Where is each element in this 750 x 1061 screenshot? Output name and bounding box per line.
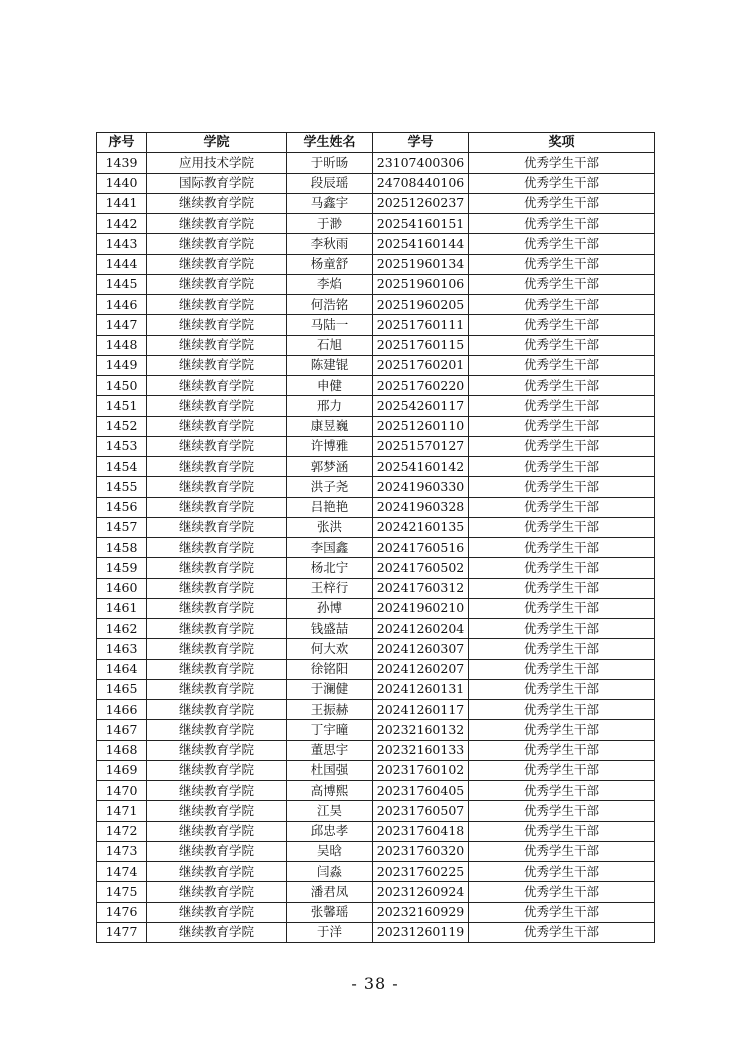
student-id-cell: 20254160151 — [373, 214, 469, 234]
college-cell: 继续教育学院 — [147, 214, 287, 234]
student-name-cell: 孙博 — [287, 598, 373, 618]
serial-no-cell: 1467 — [97, 720, 147, 740]
award-cell: 优秀学生干部 — [469, 355, 655, 375]
college-cell: 继续教育学院 — [147, 416, 287, 436]
award-cell: 优秀学生干部 — [469, 598, 655, 618]
college-cell: 继续教育学院 — [147, 355, 287, 375]
table-row — [97, 862, 655, 882]
table-row — [97, 598, 655, 618]
award-cell: 优秀学生干部 — [469, 517, 655, 537]
student-id-cell: 23107400306 — [373, 153, 469, 173]
college-cell: 继续教育学院 — [147, 295, 287, 315]
student-id-cell: 20251760201 — [373, 355, 469, 375]
table-row — [97, 396, 655, 416]
award-cell: 优秀学生干部 — [469, 477, 655, 497]
student-id-cell: 20232160929 — [373, 902, 469, 922]
college-cell: 继续教育学院 — [147, 376, 287, 396]
serial-no-cell: 1472 — [97, 821, 147, 841]
table-body — [97, 153, 655, 943]
student-name-cell: 石旭 — [287, 335, 373, 355]
college-cell: 继续教育学院 — [147, 760, 287, 780]
college-cell: 继续教育学院 — [147, 558, 287, 578]
table-row — [97, 295, 655, 315]
table-row — [97, 214, 655, 234]
table-row — [97, 659, 655, 679]
header-award: 奖项 — [469, 133, 655, 153]
page-number: - 38 - — [351, 974, 399, 993]
college-cell: 继续教育学院 — [147, 396, 287, 416]
student-id-cell: 20241960210 — [373, 598, 469, 618]
college-cell: 继续教育学院 — [147, 801, 287, 821]
table-row — [97, 639, 655, 659]
student-name-cell: 杨童舒 — [287, 254, 373, 274]
header-student-id: 学号 — [373, 133, 469, 153]
student-id-cell: 20251760111 — [373, 315, 469, 335]
serial-no-cell: 1444 — [97, 254, 147, 274]
student-name-cell: 张馨瑶 — [287, 902, 373, 922]
table-row — [97, 234, 655, 254]
table-row — [97, 841, 655, 861]
college-cell: 继续教育学院 — [147, 902, 287, 922]
serial-no-cell: 1469 — [97, 760, 147, 780]
serial-no-cell: 1452 — [97, 416, 147, 436]
table-row — [97, 619, 655, 639]
student-id-cell: 20241260204 — [373, 619, 469, 639]
serial-no-cell: 1477 — [97, 922, 147, 942]
student-name-cell: 徐铭阳 — [287, 659, 373, 679]
college-cell: 继续教育学院 — [147, 720, 287, 740]
college-cell: 继续教育学院 — [147, 477, 287, 497]
award-cell: 优秀学生干部 — [469, 295, 655, 315]
table-row — [97, 740, 655, 760]
award-cell: 优秀学生干部 — [469, 457, 655, 477]
header-serial-no: 序号 — [97, 133, 147, 153]
award-cell: 优秀学生干部 — [469, 740, 655, 760]
student-id-cell: 20241760502 — [373, 558, 469, 578]
table-row — [97, 801, 655, 821]
student-name-cell: 马陆一 — [287, 315, 373, 335]
college-cell: 继续教育学院 — [147, 781, 287, 801]
award-cell: 优秀学生干部 — [469, 801, 655, 821]
student-id-cell: 20231760102 — [373, 760, 469, 780]
award-cell: 优秀学生干部 — [469, 922, 655, 942]
college-cell: 继续教育学院 — [147, 517, 287, 537]
student-id-cell: 20254160142 — [373, 457, 469, 477]
student-name-cell: 杨北宁 — [287, 558, 373, 578]
serial-no-cell: 1474 — [97, 862, 147, 882]
student-name-cell: 申健 — [287, 376, 373, 396]
table-row — [97, 760, 655, 780]
serial-no-cell: 1441 — [97, 193, 147, 213]
award-cell: 优秀学生干部 — [469, 416, 655, 436]
student-name-cell: 于洋 — [287, 922, 373, 942]
student-name-cell: 董思宇 — [287, 740, 373, 760]
college-cell: 继续教育学院 — [147, 538, 287, 558]
award-cell: 优秀学生干部 — [469, 619, 655, 639]
student-name-cell: 钱盛喆 — [287, 619, 373, 639]
award-cell: 优秀学生干部 — [469, 902, 655, 922]
serial-no-cell: 1471 — [97, 801, 147, 821]
college-cell: 继续教育学院 — [147, 841, 287, 861]
student-name-cell: 邱忠孝 — [287, 821, 373, 841]
student-id-cell: 20254160144 — [373, 234, 469, 254]
award-roster-table — [96, 132, 655, 943]
college-cell: 继续教育学院 — [147, 315, 287, 335]
serial-no-cell: 1448 — [97, 335, 147, 355]
serial-no-cell: 1461 — [97, 598, 147, 618]
award-cell: 优秀学生干部 — [469, 153, 655, 173]
college-cell: 继续教育学院 — [147, 598, 287, 618]
college-cell: 继续教育学院 — [147, 436, 287, 456]
award-cell: 优秀学生干部 — [469, 821, 655, 841]
student-id-cell: 20251760115 — [373, 335, 469, 355]
student-name-cell: 何大欢 — [287, 639, 373, 659]
award-cell: 优秀学生干部 — [469, 882, 655, 902]
student-id-cell: 20251960205 — [373, 295, 469, 315]
serial-no-cell: 1459 — [97, 558, 147, 578]
table-row — [97, 376, 655, 396]
serial-no-cell: 1450 — [97, 376, 147, 396]
award-cell: 优秀学生干部 — [469, 578, 655, 598]
student-name-cell: 王梓行 — [287, 578, 373, 598]
college-cell: 继续教育学院 — [147, 922, 287, 942]
award-cell: 优秀学生干部 — [469, 274, 655, 294]
student-id-cell: 20231760507 — [373, 801, 469, 821]
student-name-cell: 康昱巍 — [287, 416, 373, 436]
student-id-cell: 20241760516 — [373, 538, 469, 558]
table-row — [97, 153, 655, 173]
student-id-cell: 20251260237 — [373, 193, 469, 213]
college-cell: 继续教育学院 — [147, 700, 287, 720]
student-id-cell: 20251570127 — [373, 436, 469, 456]
student-id-cell: 20251760220 — [373, 376, 469, 396]
award-cell: 优秀学生干部 — [469, 720, 655, 740]
table-row — [97, 436, 655, 456]
college-cell: 继续教育学院 — [147, 234, 287, 254]
college-cell: 继续教育学院 — [147, 619, 287, 639]
table-row — [97, 882, 655, 902]
college-cell: 继续教育学院 — [147, 821, 287, 841]
student-name-cell: 李焰 — [287, 274, 373, 294]
student-name-cell: 何浩铭 — [287, 295, 373, 315]
serial-no-cell: 1458 — [97, 538, 147, 558]
student-name-cell: 于昕旸 — [287, 153, 373, 173]
award-cell: 优秀学生干部 — [469, 558, 655, 578]
serial-no-cell: 1475 — [97, 882, 147, 902]
student-id-cell: 20241260207 — [373, 659, 469, 679]
table-row — [97, 477, 655, 497]
award-cell: 优秀学生干部 — [469, 396, 655, 416]
award-cell: 优秀学生干部 — [469, 862, 655, 882]
serial-no-cell: 1454 — [97, 457, 147, 477]
award-cell: 优秀学生干部 — [469, 700, 655, 720]
serial-no-cell: 1447 — [97, 315, 147, 335]
award-cell: 优秀学生干部 — [469, 436, 655, 456]
table-row — [97, 517, 655, 537]
serial-no-cell: 1468 — [97, 740, 147, 760]
student-id-cell: 20241260117 — [373, 700, 469, 720]
college-cell: 继续教育学院 — [147, 335, 287, 355]
table-row — [97, 254, 655, 274]
table-row — [97, 335, 655, 355]
award-cell: 优秀学生干部 — [469, 254, 655, 274]
table-row — [97, 720, 655, 740]
table-row — [97, 538, 655, 558]
serial-no-cell: 1443 — [97, 234, 147, 254]
serial-no-cell: 1455 — [97, 477, 147, 497]
table-row — [97, 781, 655, 801]
student-name-cell: 张洪 — [287, 517, 373, 537]
table-row — [97, 497, 655, 517]
student-name-cell: 江昊 — [287, 801, 373, 821]
table-row — [97, 679, 655, 699]
table-row — [97, 274, 655, 294]
table-row — [97, 315, 655, 335]
serial-no-cell: 1470 — [97, 781, 147, 801]
college-cell: 继续教育学院 — [147, 497, 287, 517]
award-cell: 优秀学生干部 — [469, 193, 655, 213]
award-cell: 优秀学生干部 — [469, 679, 655, 699]
student-name-cell: 吴晗 — [287, 841, 373, 861]
student-id-cell: 20231260924 — [373, 882, 469, 902]
student-id-cell: 20241260131 — [373, 679, 469, 699]
college-cell: 继续教育学院 — [147, 882, 287, 902]
serial-no-cell: 1462 — [97, 619, 147, 639]
table-row — [97, 355, 655, 375]
award-cell: 优秀学生干部 — [469, 335, 655, 355]
student-id-cell: 20241760312 — [373, 578, 469, 598]
award-cell: 优秀学生干部 — [469, 639, 655, 659]
student-name-cell: 郭梦涵 — [287, 457, 373, 477]
college-cell: 继续教育学院 — [147, 862, 287, 882]
college-cell: 应用技术学院 — [147, 153, 287, 173]
student-name-cell: 许博雅 — [287, 436, 373, 456]
student-id-cell: 20232160133 — [373, 740, 469, 760]
student-id-cell: 20231760418 — [373, 821, 469, 841]
student-id-cell: 20231260119 — [373, 922, 469, 942]
award-cell: 优秀学生干部 — [469, 781, 655, 801]
table-row — [97, 193, 655, 213]
table-row — [97, 922, 655, 942]
header-college: 学院 — [147, 133, 287, 153]
award-cell: 优秀学生干部 — [469, 841, 655, 861]
student-id-cell: 20232160132 — [373, 720, 469, 740]
serial-no-cell: 1449 — [97, 355, 147, 375]
award-cell: 优秀学生干部 — [469, 234, 655, 254]
student-name-cell: 李国鑫 — [287, 538, 373, 558]
college-cell: 国际教育学院 — [147, 173, 287, 193]
college-cell: 继续教育学院 — [147, 740, 287, 760]
student-name-cell: 于澜健 — [287, 679, 373, 699]
serial-no-cell: 1476 — [97, 902, 147, 922]
serial-no-cell: 1463 — [97, 639, 147, 659]
college-cell: 继续教育学院 — [147, 639, 287, 659]
student-name-cell: 吕艳艳 — [287, 497, 373, 517]
award-cell: 优秀学生干部 — [469, 538, 655, 558]
award-cell: 优秀学生干部 — [469, 376, 655, 396]
table-row — [97, 457, 655, 477]
table-row — [97, 700, 655, 720]
table-row — [97, 173, 655, 193]
serial-no-cell: 1464 — [97, 659, 147, 679]
table-row — [97, 902, 655, 922]
serial-no-cell: 1460 — [97, 578, 147, 598]
student-id-cell: 20231760320 — [373, 841, 469, 861]
award-cell: 优秀学生干部 — [469, 659, 655, 679]
student-name-cell: 高博熙 — [287, 781, 373, 801]
student-name-cell: 王振赫 — [287, 700, 373, 720]
student-name-cell: 杜国强 — [287, 760, 373, 780]
student-id-cell: 20231760225 — [373, 862, 469, 882]
serial-no-cell: 1451 — [97, 396, 147, 416]
student-id-cell: 24708440106 — [373, 173, 469, 193]
serial-no-cell: 1473 — [97, 841, 147, 861]
table-header-row — [97, 133, 655, 153]
student-id-cell: 20254260117 — [373, 396, 469, 416]
student-id-cell: 20231760405 — [373, 781, 469, 801]
award-cell: 优秀学生干部 — [469, 173, 655, 193]
college-cell: 继续教育学院 — [147, 679, 287, 699]
student-name-cell: 段辰瑶 — [287, 173, 373, 193]
student-name-cell: 李秋雨 — [287, 234, 373, 254]
student-name-cell: 于渺 — [287, 214, 373, 234]
student-name-cell: 邢力 — [287, 396, 373, 416]
student-id-cell: 20241960330 — [373, 477, 469, 497]
award-cell: 优秀学生干部 — [469, 760, 655, 780]
student-id-cell: 20251960106 — [373, 274, 469, 294]
table-row — [97, 821, 655, 841]
serial-no-cell: 1466 — [97, 700, 147, 720]
student-name-cell: 陈建锟 — [287, 355, 373, 375]
college-cell: 继续教育学院 — [147, 578, 287, 598]
student-id-cell: 20241260307 — [373, 639, 469, 659]
college-cell: 继续教育学院 — [147, 254, 287, 274]
table-row — [97, 416, 655, 436]
student-name-cell: 潘君凤 — [287, 882, 373, 902]
serial-no-cell: 1446 — [97, 295, 147, 315]
student-id-cell: 20241960328 — [373, 497, 469, 517]
student-name-cell: 闫淼 — [287, 862, 373, 882]
table-row — [97, 578, 655, 598]
college-cell: 继续教育学院 — [147, 274, 287, 294]
serial-no-cell: 1456 — [97, 497, 147, 517]
serial-no-cell: 1445 — [97, 274, 147, 294]
student-id-cell: 20251260110 — [373, 416, 469, 436]
serial-no-cell: 1453 — [97, 436, 147, 456]
award-cell: 优秀学生干部 — [469, 214, 655, 234]
serial-no-cell: 1442 — [97, 214, 147, 234]
serial-no-cell: 1457 — [97, 517, 147, 537]
serial-no-cell: 1440 — [97, 173, 147, 193]
serial-no-cell: 1465 — [97, 679, 147, 699]
student-id-cell: 20251960134 — [373, 254, 469, 274]
college-cell: 继续教育学院 — [147, 193, 287, 213]
student-name-cell: 丁宇曈 — [287, 720, 373, 740]
header-student-name: 学生姓名 — [287, 133, 373, 153]
table-row — [97, 558, 655, 578]
college-cell: 继续教育学院 — [147, 457, 287, 477]
student-name-cell: 马鑫宇 — [287, 193, 373, 213]
student-id-cell: 20242160135 — [373, 517, 469, 537]
award-cell: 优秀学生干部 — [469, 497, 655, 517]
serial-no-cell: 1439 — [97, 153, 147, 173]
student-name-cell: 洪子尧 — [287, 477, 373, 497]
award-cell: 优秀学生干部 — [469, 315, 655, 335]
college-cell: 继续教育学院 — [147, 659, 287, 679]
